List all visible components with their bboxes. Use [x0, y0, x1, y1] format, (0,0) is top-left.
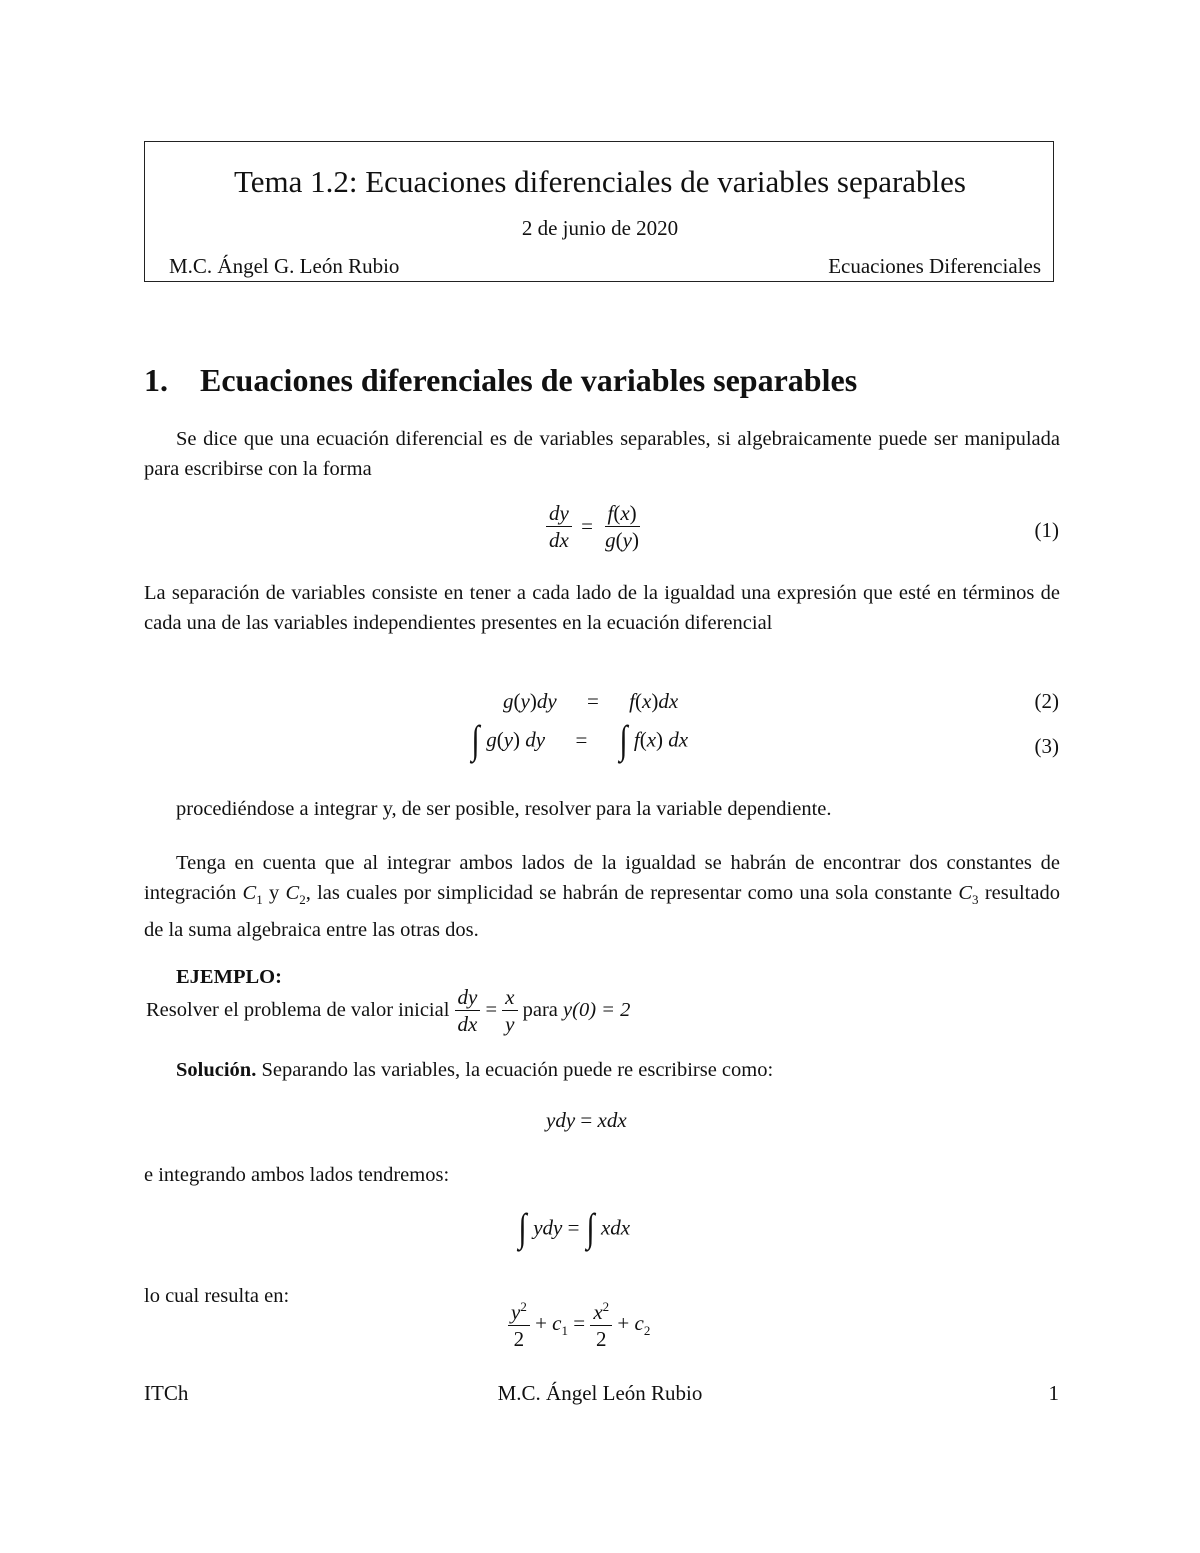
integral-sign: ∫: [518, 1205, 527, 1250]
section-number: 1.: [144, 362, 168, 398]
page-number: 1: [1048, 1381, 1059, 1405]
equation-integrated: ∫ ydy = ∫ xdx: [518, 1205, 631, 1250]
solution-paragraph: Solución. Separando las variables, la ecuación puede re escribirse como:: [176, 1059, 774, 1081]
integral-sign: ∫: [471, 717, 480, 762]
equation-1: $\frac{dy}{dx}$ = $\frac{f(x)}{g(y)}$: [546, 502, 642, 551]
equation-separated: ydy = xdx: [546, 1108, 627, 1132]
paragraph-definition: Se dice que una ecuación diferencial es de variables separables, si algebraicamente puede ser manipulada para escribirse con la forma: [144, 428, 1060, 480]
equation-1-number: (1): [1034, 518, 1059, 542]
integral-sign: ∫: [586, 1205, 595, 1250]
equation-result: $\frac{y^2}{2}$ + $c_1$ = $\frac{x^2}{2}$ + $c_2$: [508, 1300, 650, 1350]
example-label: EJEMPLO:: [176, 966, 282, 988]
equation-3: ∫ g(y) dy = ∫ f(x) dx: [471, 717, 689, 762]
section-title: Ecuaciones diferenciales de variables separables: [200, 362, 858, 398]
paragraph-constants: Tenga en cuenta que al integrar ambos lados de la igualdad se habrán de encontrar dos constantes de integración $C_1$ y $C_2$, las cuales por simplicidad se habrán de representar como una sola constante $C_3$ resultado de la suma algebraica entre las otras dos.: [144, 852, 1060, 942]
document-title: Tema 1.2: Ecuaciones diferenciales de variables separables: [233, 164, 966, 199]
paragraph-result: lo cual resulta en:: [144, 1285, 290, 1307]
equation-2: g(y)dy = f(x)dx: [503, 689, 679, 713]
equation-3-number: (3): [1034, 734, 1059, 758]
integral-sign: ∫: [618, 717, 628, 762]
paragraph-separation: La separación de variables consiste en tener a cada lado de la igualdad una expresión que esté en términos de cada una de las variables independientes presentes en la ecuación diferencial: [144, 582, 1060, 634]
footer-institution: ITCh: [144, 1381, 189, 1405]
document-author: M.C. Ángel G. León Rubio: [169, 254, 400, 278]
example-statement: Resolver el problema de valor inicial $\frac{dy}{dx}$ = $\frac{x}{y}$ para y(0) = 2: [146, 985, 631, 1037]
header-box: [144, 141, 1054, 282]
equation-2-number: (2): [1034, 689, 1059, 713]
paragraph-integrate: procediéndose a integrar y, de ser posible, resolver para la variable dependiente.: [176, 798, 832, 820]
document-course: Ecuaciones Diferenciales: [828, 254, 1041, 278]
footer-author: M.C. Ángel León Rubio: [497, 1381, 703, 1405]
section-heading: [144, 362, 857, 399]
paragraph-integrating: e integrando ambos lados tendremos:: [144, 1164, 450, 1186]
document-date: 2 de junio de 2020: [521, 216, 679, 240]
